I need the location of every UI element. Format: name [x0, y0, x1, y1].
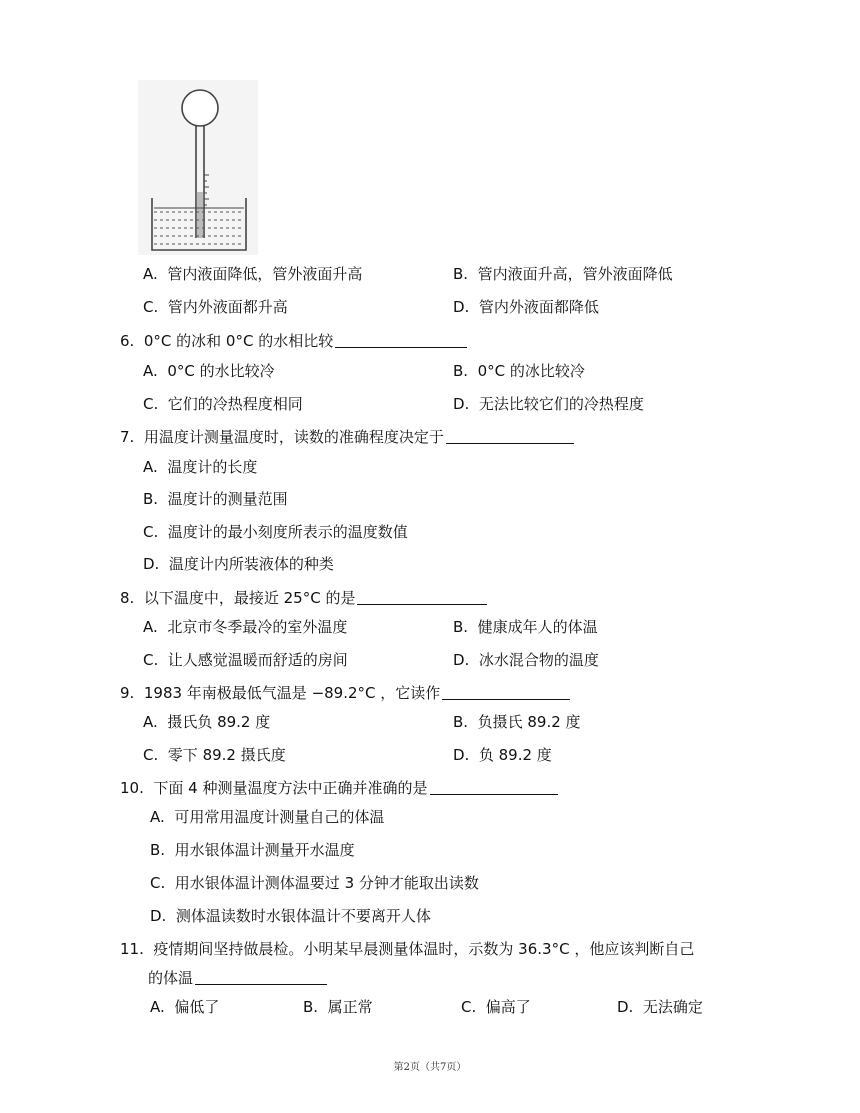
q11-option-a: A. 偏低了 — [150, 998, 220, 1016]
q8-option-c: C. 让人感觉温暖而舒适的房间 — [143, 651, 348, 669]
answer-blank[interactable] — [442, 684, 570, 700]
q9-option-c: C. 零下 89.2 摄氏度 — [143, 746, 286, 764]
q5-option-a: A. 管内液面降低，管外液面升高 — [143, 265, 363, 283]
q10-option-b: B. 用水银体温计测量开水温度 — [150, 841, 355, 859]
q6-option-b: B. 0°C 的冰比较冷 — [453, 362, 585, 380]
q10-option-a: A. 可用常用温度计测量自己的体温 — [150, 808, 385, 826]
question-11: 11. 疫情期间坚持做晨检。小明某早晨测量体温时，示数为 36.3°C ，他应该判断自己 — [120, 940, 695, 958]
question-6: 6. 0°C 的冰和 0°C 的水相比较 — [120, 330, 467, 351]
q11-option-b: B. 属正常 — [303, 998, 373, 1016]
q10-option-d: D. 测体温读数时水银体温计不要离开人体 — [150, 907, 431, 925]
q11-option-c: C. 偏高了 — [461, 998, 531, 1016]
question-11-line2: 的体温 — [148, 967, 327, 988]
thermoscope-figure — [138, 80, 258, 255]
q8-option-a: A. 北京市冬季最冷的室外温度 — [143, 618, 348, 636]
q9-option-d: D. 负 89.2 度 — [453, 746, 552, 764]
q8-option-d: D. 冰水混合物的温度 — [453, 651, 599, 669]
q6-option-c: C. 它们的冷热程度相同 — [143, 395, 303, 413]
question-9: 9. 1983 年南极最低气温是 −89.2°C ，它读作 — [120, 682, 570, 703]
q11-option-d: D. 无法确定 — [617, 998, 703, 1016]
answer-blank[interactable] — [430, 779, 558, 795]
q5-option-d: D. 管内外液面都降低 — [453, 298, 599, 316]
q6-option-a: A. 0°C 的水比较冷 — [143, 362, 275, 380]
q6-option-d: D. 无法比较它们的冷热程度 — [453, 395, 644, 413]
question-8: 8. 以下温度中，最接近 25°C 的是 — [120, 587, 487, 608]
question-7: 7. 用温度计测量温度时，读数的准确程度决定于 — [120, 426, 574, 447]
q5-option-c: C. 管内外液面都升高 — [143, 298, 288, 316]
q7-option-d: D. 温度计内所装液体的种类 — [143, 555, 334, 573]
q9-option-a: A. 摄氏负 89.2 度 — [143, 713, 271, 731]
answer-blank[interactable] — [195, 969, 327, 985]
q7-option-c: C. 温度计的最小刻度所表示的温度数值 — [143, 523, 408, 541]
page-footer: 第2页（共7页） — [393, 1062, 467, 1073]
q7-option-b: B. 温度计的测量范围 — [143, 490, 288, 508]
answer-blank[interactable] — [335, 332, 467, 348]
q7-option-a: A. 温度计的长度 — [143, 458, 258, 476]
q8-option-b: B. 健康成年人的体温 — [453, 618, 598, 636]
answer-blank[interactable] — [446, 428, 574, 444]
q9-option-b: B. 负摄氏 89.2 度 — [453, 713, 581, 731]
answer-blank[interactable] — [357, 589, 487, 605]
question-10: 10. 下面 4 种测量温度方法中正确并准确的是 — [120, 777, 558, 798]
q10-option-c: C. 用水银体温计测体温要过 3 分钟才能取出读数 — [150, 874, 479, 892]
q5-option-b: B. 管内液面升高，管外液面降低 — [453, 265, 673, 283]
